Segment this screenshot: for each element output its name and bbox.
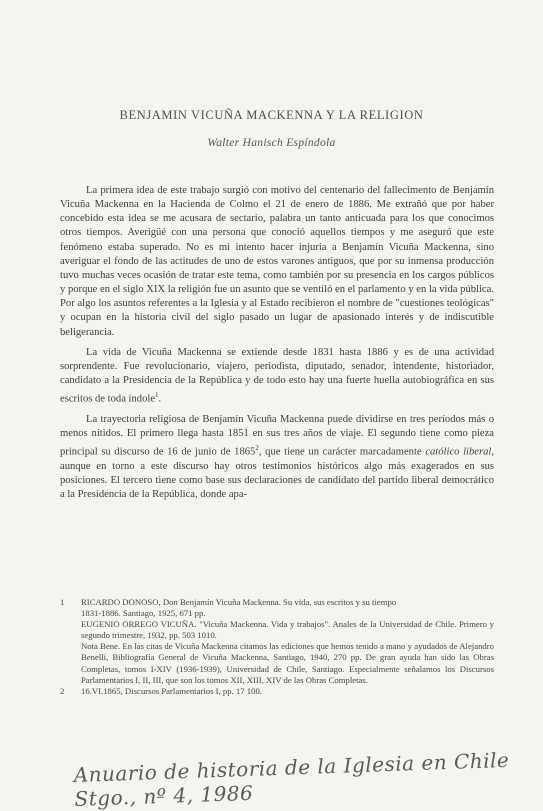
handwritten-line-2: Stgo., nº 4, 1986 (74, 780, 254, 811)
article-body (60, 184, 494, 508)
paragraph-2-text: La vida de Vicuña Mackenna se extiende desde 1831 hasta 1886 y es de una actividad sorprendente. Fue revolucionario, viajero, periodista, diputado, senador, intendente, historiador, candidato a la Presidencia de la República y de todo esto hay una fuerte huella autobiográfica en sus escritos de toda índole (60, 346, 494, 405)
footnote-1 (60, 597, 494, 686)
footnote-number: 1 (60, 597, 65, 607)
footnote-line: 16.VI.1865, Discursos Parlamentarios I, pp. 17 100. (81, 685, 262, 696)
footnote-ref-1: 1 (155, 391, 159, 400)
handwritten-line-1: Anuario de historia de la Iglesia en Chile (73, 747, 510, 788)
footnote-line: RICARDO DONOSO, Don Benjamín Vicuña Mackenna. Su vida, sus escritos y su tiempo (81, 597, 397, 607)
footnote-line: EUGENIO ORREGO VICUÑA. "Vicuña Mackenna. Vida y trabajos". Anales de la Universidad de Chile. Primero y segundo trimestre, 1932, pp. 503 1010. (81, 619, 494, 641)
footnote-2 (60, 686, 494, 697)
footnote-line: Nota Bene. En las citas de Vicuña Mackenna citamos las ediciones que hemos tenido a mano y ayudados de Alejandro Benelli, Bibliografía General de Vicuña Mackenna, Santiago, 1940, 270 pp. De gran ayuda han sido las Obras Completas, tomos I-XIV (1936-1939), Universidad de Chile, Santiago. Especialmente señalamos los Discursos Parlamentarios I, II, III, que son los tomos XII, XIII, XIV de las Obras Completas. (81, 641, 494, 685)
paragraph-2: La vida de Vicuña Mackenna se extiende desde 1831 hasta 1886 y es de una actividad sorprendente. Fue revolucionario, viajero, periodista, diputado, senador, intendente, historiador, candidato a la Presidencia de la República y de todo esto hay una fuerte huella autobiográfica en sus escritos de toda índole$^1$. (60, 346, 494, 405)
article-title: BENJAMIN VICUÑA MACKENNA Y LA RELIGION (119, 108, 424, 122)
handwritten-annotation (73, 747, 534, 811)
paragraph-3-text-b: que tiene un carácter marcadamente (265, 446, 422, 458)
paragraph-3: La trayectoria religiosa de Benjamín Vicuña Mackenna puede dividirse en tres períodos más o menos nítidos. El primero llega hasta 1851 en sus tres años de viaje. El segundo tiene como pieza principal su discurso de 16 de junio de 1865$^2$, que tiene un carácter marcadamente católico liberal, aunque en torno a este discurso hay otros testimonios históricos algo más exagerados en sus posiciones. El tercero tiene como base sus declaraciones de candidato del partido liberal democrático a la Presidencia de la República, donde apa- (60, 413, 495, 501)
paragraph-3-emphasis: católico liberal (425, 446, 492, 458)
article-author: Walter Hanisch Espíndola (207, 137, 336, 149)
footnote-number: 2 (60, 685, 65, 696)
footnote-ref-2: 2 (255, 444, 259, 453)
footnotes (60, 597, 494, 697)
footnote-line: 1831-1886. Santiago, 1925, 671 pp. (81, 608, 206, 619)
paragraph-3-text-c: aunque en torno a este discurso hay otros testimonios históricos algo más exagerados en sus posiciones. El tercero tiene como base sus declaraciones de candidato del partido liberal democrático a la Presidencia de la República, donde apa- (60, 460, 494, 501)
paragraph-3-text: La trayectoria religiosa de Benjamín Vicuña Mackenna puede dividirse en tres períodos más o menos nítidos. El primero llega hasta 1851 en sus tres años de viaje. El segundo tiene como pieza principal su discurso de 16 de junio de 1865 (60, 413, 494, 458)
paragraph-1: La primera idea de este trabajo surgió con motivo del centenario del fallecimento de Benjamín Vicuña Mackenna en la Hacienda de Colmo el 21 de enero de 1886. Me extrañó que por haber concebido esta idea se me acusara de sectario, palabra un tanto anticuada para los que conocimos otros tiempos. Averigüé con una persona que conoció aquellos tiempos y me aseguró que este fenómeno estaba superado. No es mi intento hacer injuria a Benjamín Vicuña Mackenna, sino averiguar el fondo de las actitudes de uno de estos varones antiguos, que por su inmensa producción tuvo muchas veces ocasión de tratar este tema, como también por su presencia en los cargos públicos y porque en el siglo XIX la religión fue un asunto que se ventiló en el parlamento y en la vida pública. Por algo los asuntos referentes a la Iglesia y al Estado recibieron el nombre de "cuestiones teológicas" y ocupan en la historia civil del siglo pasado un lugar de apasionado interés y de indiscutible beligerancia. (60, 185, 494, 338)
